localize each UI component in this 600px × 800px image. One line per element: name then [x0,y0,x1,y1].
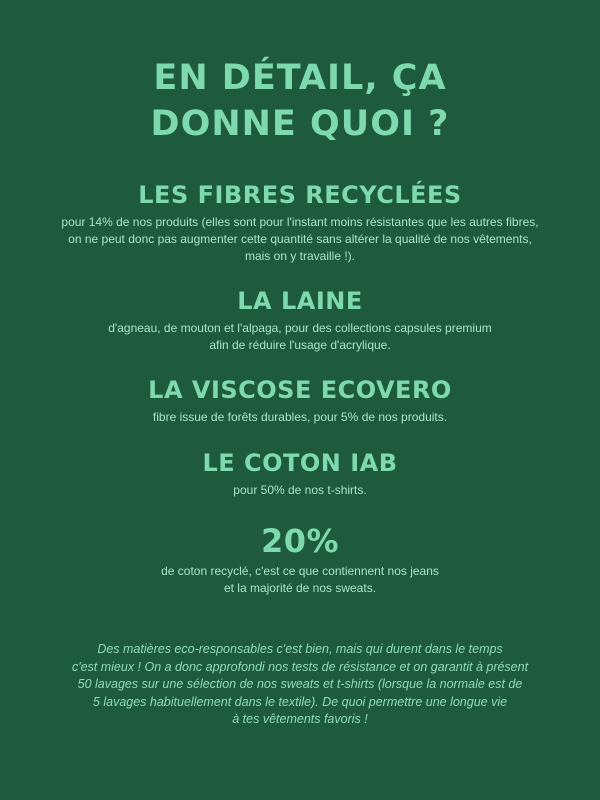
closing-line: 5 lavages habituellement dans le textile). De quoi permettre une longue vie [92,694,508,709]
closing-paragraph [0,641,600,729]
section-description [0,563,600,597]
page-title [0,55,600,147]
section-heading: LA VISCOSE ECOVERO [148,376,452,404]
section-description-line: pour 14% de nos produits (elles sont pour l'instant moins résistantes que les autres fibres, [61,215,539,229]
section-description [0,482,600,499]
stat-number: 20% [260,522,340,560]
closing-line: Des matières eco-responsables c'est bien, mais qui durent dans le temps [97,642,503,656]
section-viscose [0,375,600,426]
section-recycled-cotton [0,523,600,597]
section-description-line: mais on y travaille !). [244,249,356,263]
closing-line: c'est mieux ! On a donc approfondi nos tests de résistance et on garantit à présent [71,659,529,674]
section-wool [0,286,600,354]
section-description-line: et la majorité de nos sweats. [223,581,377,595]
section-description [0,320,600,354]
page-title-line-1: EN DÉTAIL, ÇA [153,58,447,98]
closing-line: à tes vêtements favoris ! [232,712,368,726]
section-cotton [0,448,600,499]
section-heading: LES FIBRES RECYCLÉES [138,181,462,209]
section-description-line: on ne peut donc pas augmenter cette quantité sans altérer la qualité de nos vêtements, [68,232,532,246]
section-description [0,409,600,426]
closing-line: 50 lavages sur une sélection de nos sweats et t-shirts (lorsque la normale est de [77,677,523,691]
section-description-line: afin de réduire l'usage d'acrylique. [209,338,391,352]
section-description-line: de coton recyclé, c'est ce que contiennent nos jeans [161,564,439,578]
section-description-line: fibre issue de forêts durables, pour 5% de nos produits. [152,410,448,424]
section-recycled-fibers [0,180,600,265]
section-description-line: d'agneau, de mouton et l'alpaga, pour des collections capsules premium [108,321,492,335]
section-description [0,214,600,265]
section-description-line: pour 50% de nos t-shirts. [233,483,367,497]
section-heading: LE COTON IAB [202,449,398,477]
page-title-line-2: DONNE QUOI ? [150,104,450,144]
section-heading: LA LAINE [237,287,363,315]
